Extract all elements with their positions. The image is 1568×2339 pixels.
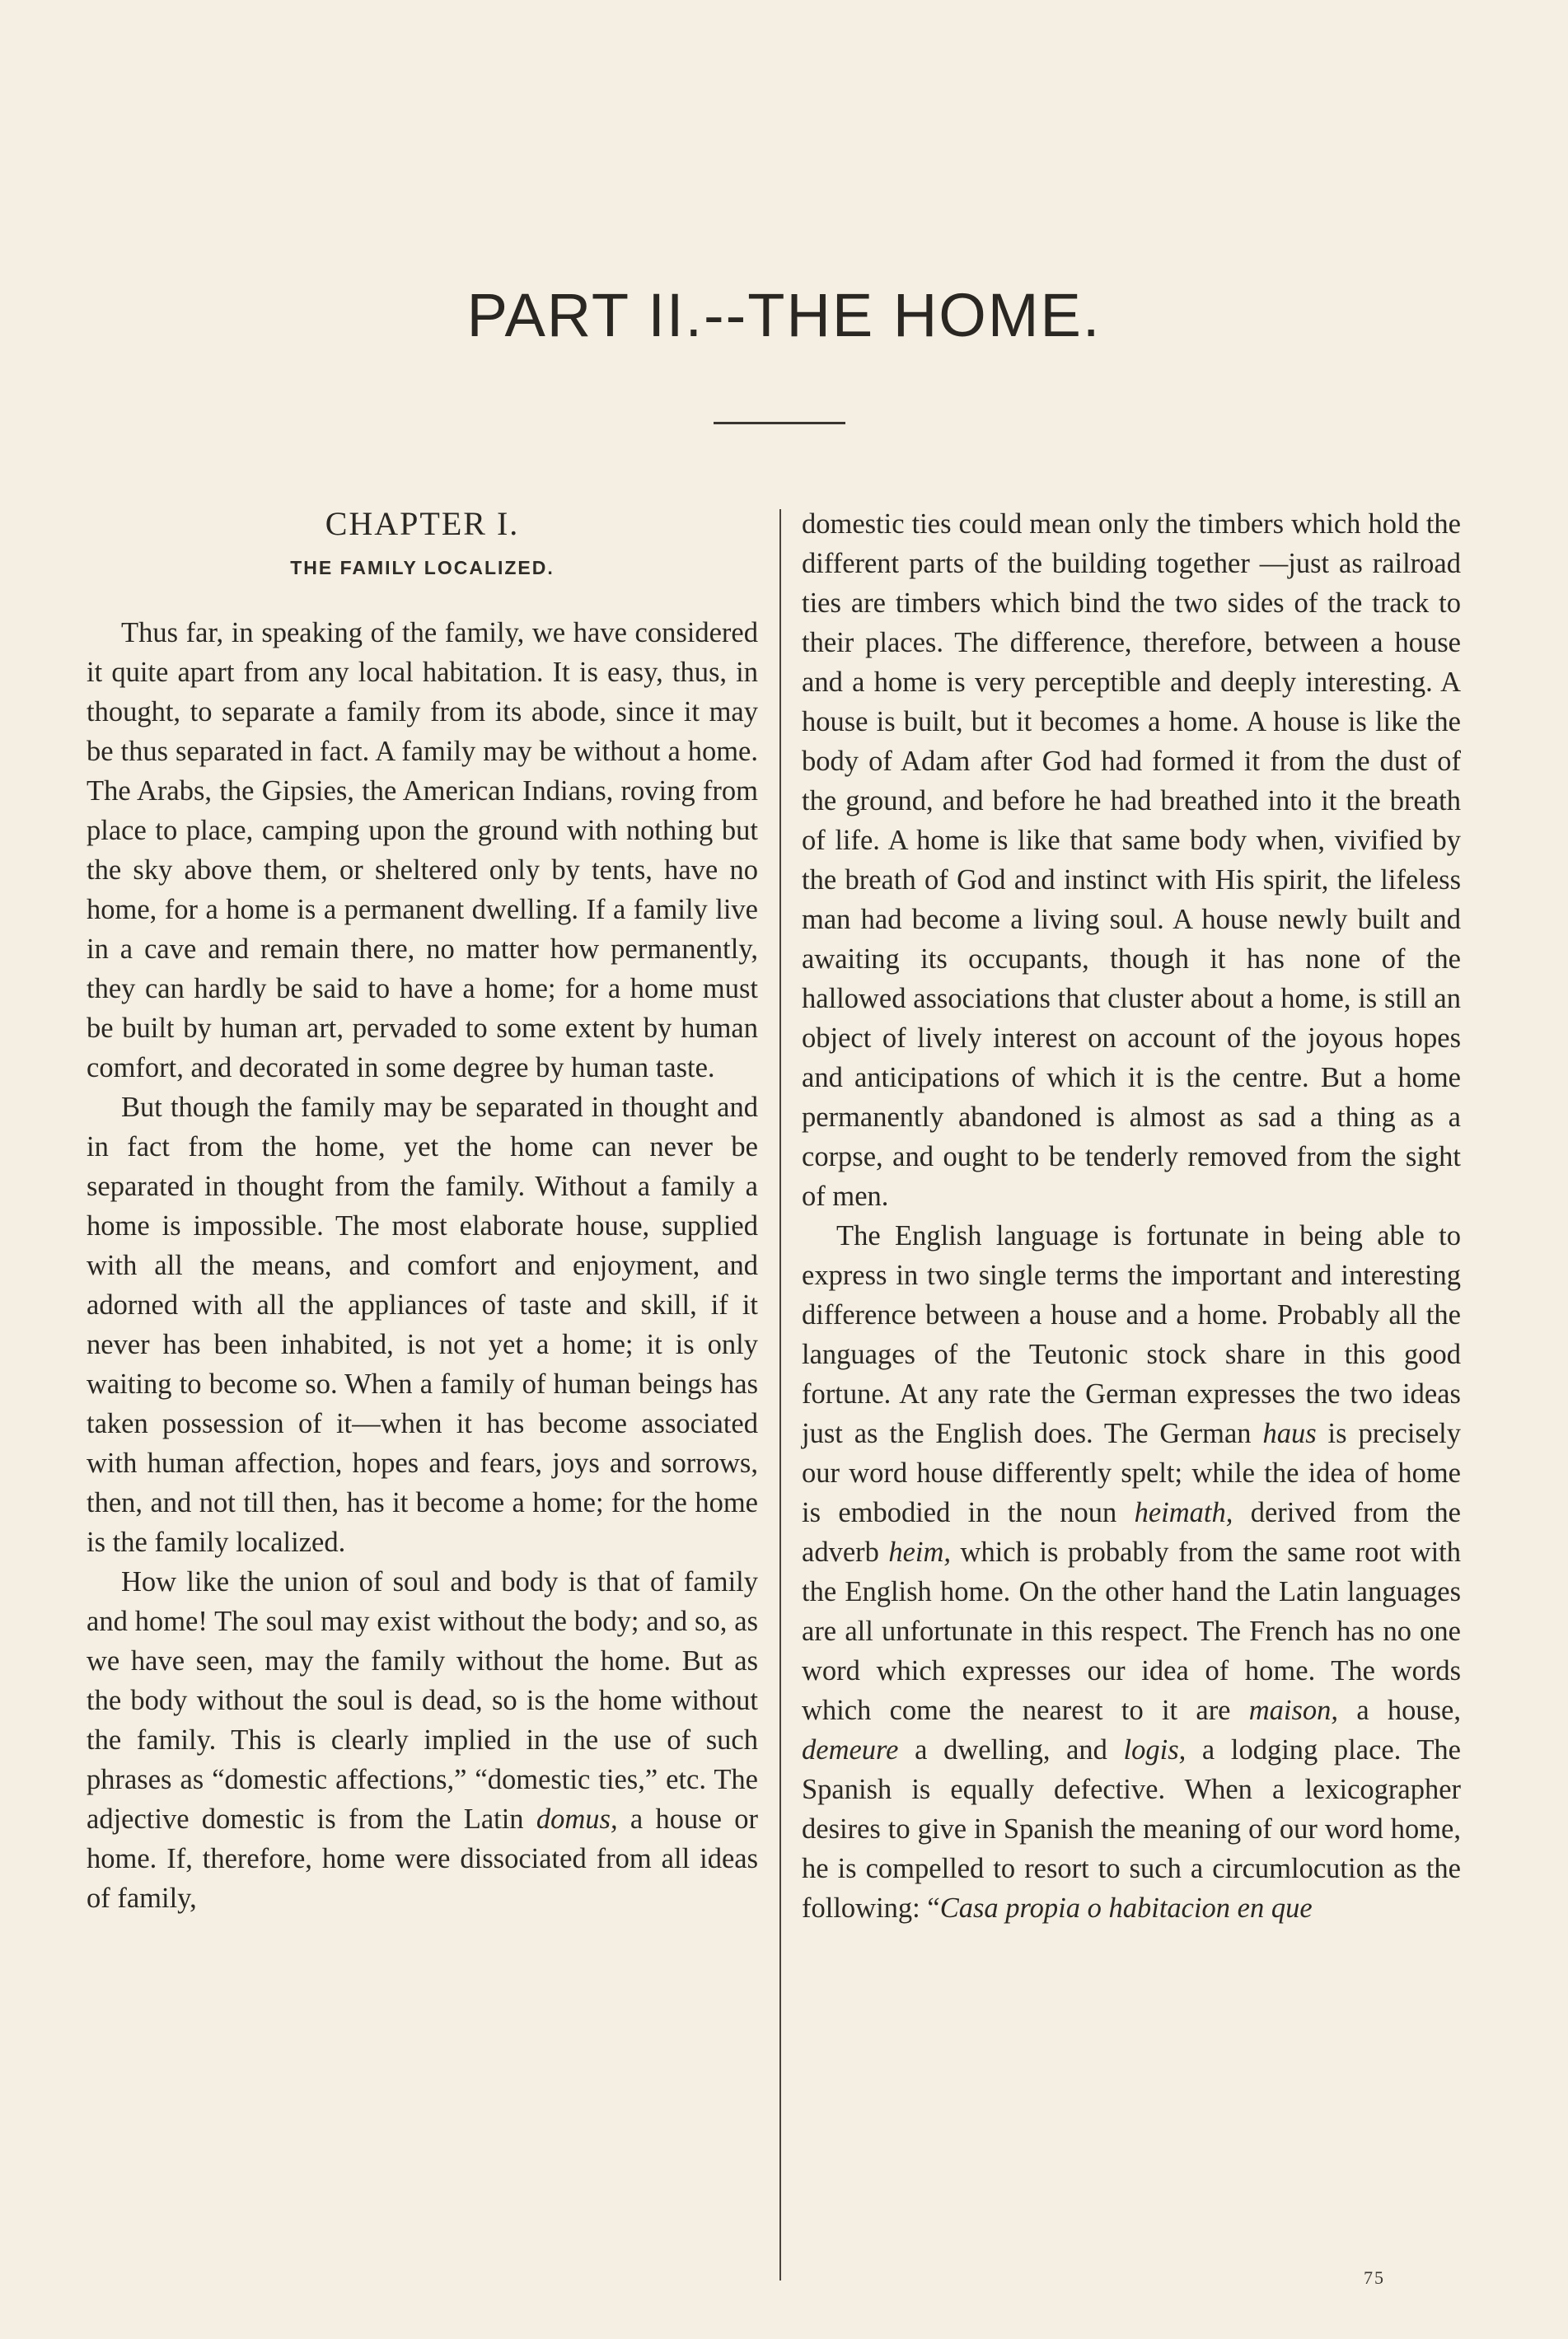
paragraph: [87, 1562, 758, 1918]
paragraph-text: a house,: [1338, 1695, 1461, 1726]
paragraph-text: is precisely our word house differently spelt; while the idea of home is embodied in the noun: [802, 1418, 1461, 1528]
chapter-subheading: THE FAMILY LOCALIZED.: [290, 557, 555, 578]
italic-term: demeure: [802, 1734, 899, 1766]
page-number: 75: [1364, 2267, 1385, 2288]
paragraph-text: How like the union of soul and body is that of family and home! The soul may exist without the body; and so, as we have seen, may the family without the home. But as the body without the soul is dead, so is the home without the family. This is clearly implied in the use of such phrases as “domestic affections,” “domestic ties,” etc. The adjective domestic is from the Latin: [87, 1566, 758, 1835]
italic-term: heimath,: [1134, 1497, 1233, 1528]
italic-term: heim,: [888, 1537, 952, 1568]
column-divider: [779, 509, 781, 2281]
left-column: [87, 504, 758, 1918]
paragraph-text: a dwelling, and: [898, 1734, 1124, 1766]
right-column: [802, 504, 1461, 1928]
paragraph-text: which is probably from the same root with the English home. On the other hand the Latin languages are all unfortunate in this respect. The French has no one word which expresses our idea of home. The words which come the nearest to it are: [802, 1537, 1461, 1726]
italic-term: Casa propia o habitacion en que: [939, 1892, 1313, 1924]
paragraph-text: The English language is fortunate in being able to express in two single terms the important and interesting difference between a house and a home. Probably all the languages of the Teutonic stock share in this good fortune. At any rate the German expresses the two ideas just as the English does. The German: [802, 1220, 1461, 1449]
paragraph: [802, 1216, 1461, 1928]
italic-term: maison,: [1248, 1695, 1339, 1726]
paragraph: But though the family may be separated in thought and in fact from the home, yet the home can never be separated in thought from the family. Without a family a home is impossible. The most elaborate house, supplied with all the means, and comfort and enjoyment, and adorned with all the appliances of taste and skill, if it never has been inhabited, is not yet a home; it is only waiting to become so. When a family of human beings has taken possession of it—when it has become associated with human affection, hopes and fears, joys and sorrows, then, and not till then, has it become a home; for the home is the family localized.: [87, 1092, 758, 1558]
paragraph-text: a house or home. If, therefore, home were dissociated from all ideas of family,: [87, 1803, 758, 1914]
paragraph: Thus far, in speaking of the family, we have considered it quite apart from any local habitation. It is easy, thus, in thought, to separate a family from its abode, since it may be thus separated in fact. A family may be without a home. The Arabs, the Gipsies, the American Indians, roving from place to place, camping upon the ground with nothing but the sky above them, or sheltered only by tents, have no home, for a home is a permanent dwelling. If a family live in a cave and remain there, no matter how permanently, they can hardly be said to have a home; for a home must be built by human art, pervaded to some extent by human comfort, and decorated in some degree by human taste.: [87, 617, 758, 1083]
chapter-heading: CHAPTER I.: [325, 505, 520, 542]
part-title: PART II.--THE HOME.: [466, 281, 1102, 349]
italic-term: logis,: [1123, 1734, 1187, 1766]
italic-term: haus: [1262, 1418, 1317, 1449]
paragraph-text: a lodging place. The Spanish is equally defective. When a lexicographer desires to give in Spanish the meaning of our word home, he is compelled to resort to such a circumlocution as the following: “: [802, 1734, 1461, 1924]
paragraph-text: derived from the adverb: [802, 1497, 1461, 1568]
paragraph: domestic ties could mean only the timbers which hold the different parts of the building together —just as railroad ties are timbers which bind the two sides of the track to their places. The difference, therefore, between a house and a home is very perceptible and deeply interesting. A house is built, but it becomes a home. A house is like the body of Adam after God had formed it from the dust of the ground, and before he had breathed into it the breath of life. A home is like that same body when, vivified by the breath of God and instinct with His spirit, the lifeless man had become a living soul. A house newly built and awaiting its occupants, though it has none of the hallowed associations that cluster about a home, is still an object of lively interest on account of the joyous hopes and anticipations of which it is the centre. But a home permanently abandoned is almost as sad a thing as a corpse, and ought to be tenderly removed from the sight of men.: [802, 508, 1461, 1212]
italic-term: domus,: [536, 1803, 618, 1835]
title-divider-rule: [714, 422, 845, 424]
